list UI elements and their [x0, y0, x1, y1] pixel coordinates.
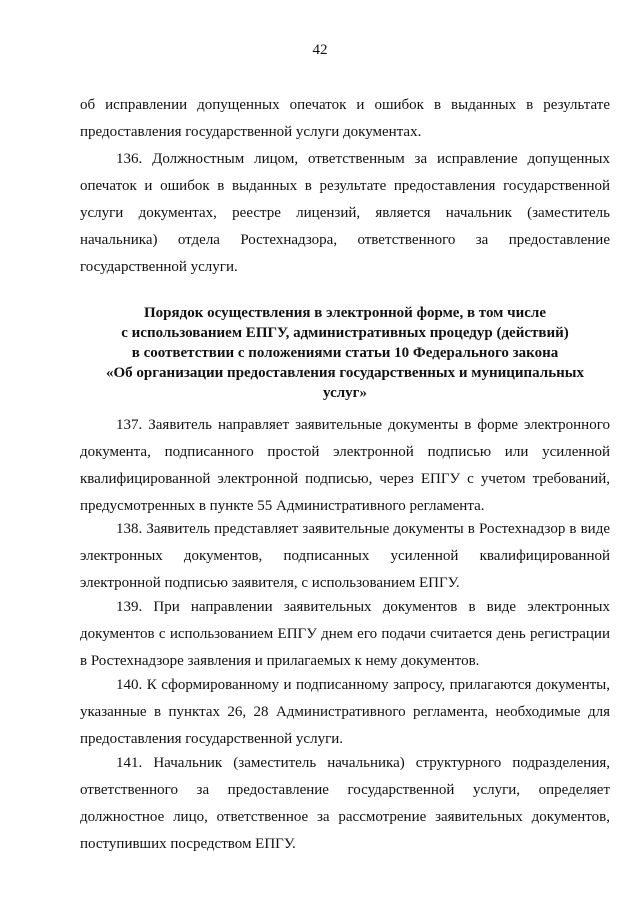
section-heading	[80, 303, 610, 403]
paragraph-139: 139. При направлении заявительных документов в виде электронных документов с использованием ЕПГУ днем его подачи считается день регистрации в Ростехнадзоре заявления и прилагаемых к нему документов.	[80, 599, 610, 669]
heading-line: «Об организации предоставления государственных и муниципальных	[105, 365, 584, 381]
paragraph-continuation: об исправлении допущенных опечаток и ошибок в выданных в результате предоставления государственной услуги документах.	[80, 97, 610, 140]
paragraph-141: 141. Начальник (заместитель начальника) структурного подразделения, ответственного за предоставление государственной услуги, определяет должностное лицо, ответственное за рассмотрение заявительных документов, поступивших посредством ЕПГУ.	[80, 755, 610, 852]
heading-line: услуг»	[323, 385, 367, 401]
heading-line: с использованием ЕПГУ, административных процедур (действий)	[121, 325, 569, 341]
paragraph-136: 136. Должностным лицом, ответственным за исправление допущенных опечаток и ошибок в выданных в результате предоставления государственной услуги документах, реестре лицензий, является начальник (заместитель начальника) отдела Ростехнадзора, ответственного за предоставление государственной услуги.	[80, 151, 610, 275]
paragraph-137: 137. Заявитель направляет заявительные документы в форме электронного документа, подписанного простой электронной подписью или усиленной квалифицированной электронной подписью, через ЕПГУ с учетом требований, предусмотренных в пункте 55 Административного регламента.	[80, 417, 610, 514]
paragraph-140: 140. К сформированному и подписанному запросу, прилагаются документы, указанные в пунктах 26, 28 Административного регламента, необходимые для предоставления государственной услуги.	[80, 677, 610, 747]
page-number: 42	[312, 42, 328, 58]
paragraph-138: 138. Заявитель представляет заявительные документы в Ростехнадзор в виде электронных документов, подписанных усиленной квалифицированной электронной подписью заявителя, с использованием ЕПГУ.	[80, 521, 610, 591]
heading-line: в соответствии с положениями статьи 10 Федерального закона	[131, 345, 559, 361]
heading-line: Порядок осуществления в электронной форме, в том числе	[144, 305, 546, 321]
